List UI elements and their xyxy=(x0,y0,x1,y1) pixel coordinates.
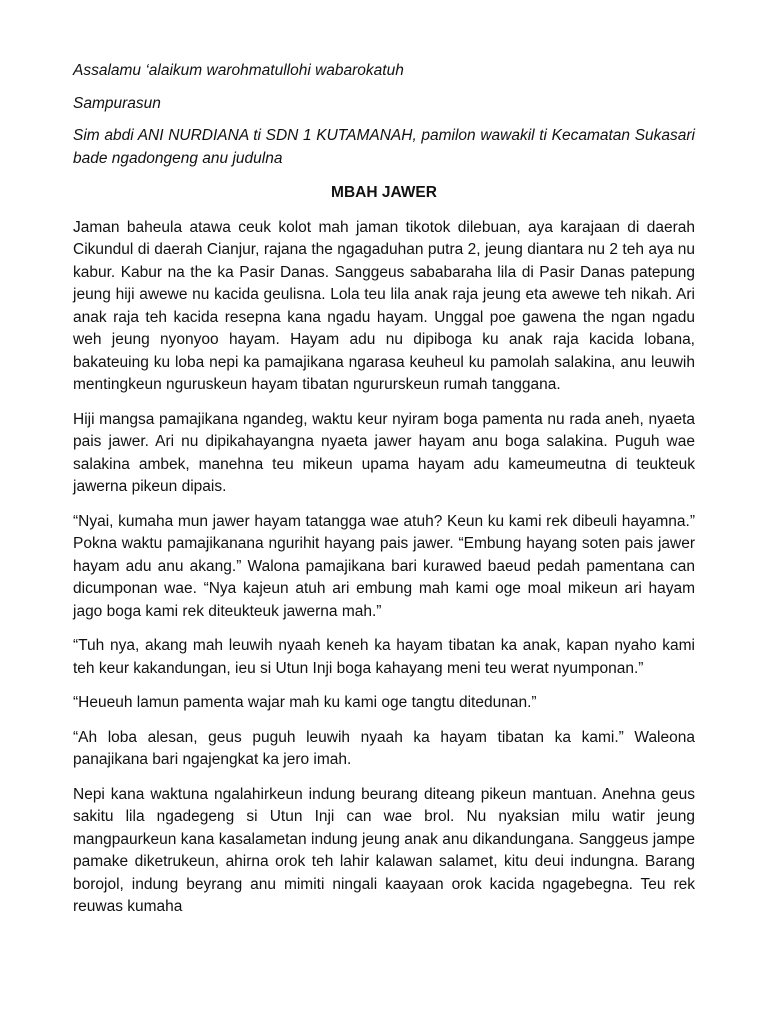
document-page xyxy=(73,60,695,931)
paragraph-2: Hiji mangsa pamajikana ngandeg, waktu keur nyiram boga pamenta nu rada aneh, nyaeta pais jawer. Ari nu dipikahayangna nyaeta jawer hayam anu boga salakina. Puguh wae salakina ambek, manehna teu mikeun upama hayam adu kameumeutna di teukteuk jawerna pikeun dipais. xyxy=(73,410,695,495)
intro-paragraph: Sim abdi ANI NURDIANA ti SDN 1 KUTAMANAH, pamilon wawakil ti Kecamatan Sukasari bade ngadongeng anu judulna xyxy=(73,127,695,167)
paragraph-1: Jaman baheula atawa ceuk kolot mah jaman tikotok dilebuan, aya karajaan di daerah Cikundul di daerah Cianjur, rajana the ngagaduhan putra 2, jeung diantara nu 2 teh aya nu kabur. Kabur na the ka Pasir Danas. Sanggeus sababaraha lila di Pasir Danas patepung jeung hiji awewe nu kacida geulisna. Lola teu lila anak raja jeung eta awewe teh nikah. Ari anak raja teh kacida resepna kana ngadu hayam. Unggal poe gawena the ngan ngadu weh jeung nyonyoo hayam. Hayam adu nu dipiboga ku anak raja kacida lobana, bakateuing ku loba nepi ka pamajikana ngarasa keuheul ku pamolah salakina, anu leuwih mentingkeun nguruskeun hayam tibatan ngururskeun rumah tanggana. xyxy=(73,218,695,393)
paragraph-5: “Heueuh lamun pamenta wajar mah ku kami oge tangtu ditedunan.” xyxy=(73,694,537,711)
paragraph-3: “Nyai, kumaha mun jawer hayam tatangga wae atuh? Keun ku kami rek dibeuli hayamna.” Pokna waktu pamajikanana ngurihit hayang pais jawer. “Embung hayang soten pais jawer hayam adu anu akang.” Walona pamajikana bari kurawed baeud pedah pamentana can dicumponan wae. “Nya kajeun atuh ari embung mah kami oge moal mikeun ari hayam jago boga kami rek diteukteuk jawerna mah.” xyxy=(73,512,695,620)
paragraph-6: “Ah loba alesan, geus puguh leuwih nyaah ka hayam tibatan ka kami.” Waleona panajikana bari ngajengkat ka jero imah. xyxy=(73,728,695,768)
story-title: MBAH JAWER xyxy=(331,184,437,201)
paragraph-7: Nepi kana waktuna ngalahirkeun indung beurang diteang pikeun mantuan. Anehna geus sakitu lila ngadegeng si Utun Inji can wae brol. Nu nyaksian milu watir jeung mangpaurkeun kana kasalametan indung jeung anak anu dikandungana. Sanggeus jampe pamake diketrukeun, ahirna orok teh lahir kalawan salamet, kitu deui indungna. Barang borojol, indung beyrang anu mimiti ningali kaayaan orok kacida ngagebegna. Teu rek reuwas kumaha xyxy=(73,785,695,915)
paragraph-4: “Tuh nya, akang mah leuwih nyaah keneh ka hayam tibatan ka anak, kapan nyaho kami teh keur kakandungan, ieu si Utun Inji boga kahayang meni teu werat nyumponan.” xyxy=(73,637,695,677)
salutation-line: Sampurasun xyxy=(73,94,161,112)
greeting-line: Assalamu ‘alaikum warohmatullohi wabarokatuh xyxy=(73,62,404,79)
